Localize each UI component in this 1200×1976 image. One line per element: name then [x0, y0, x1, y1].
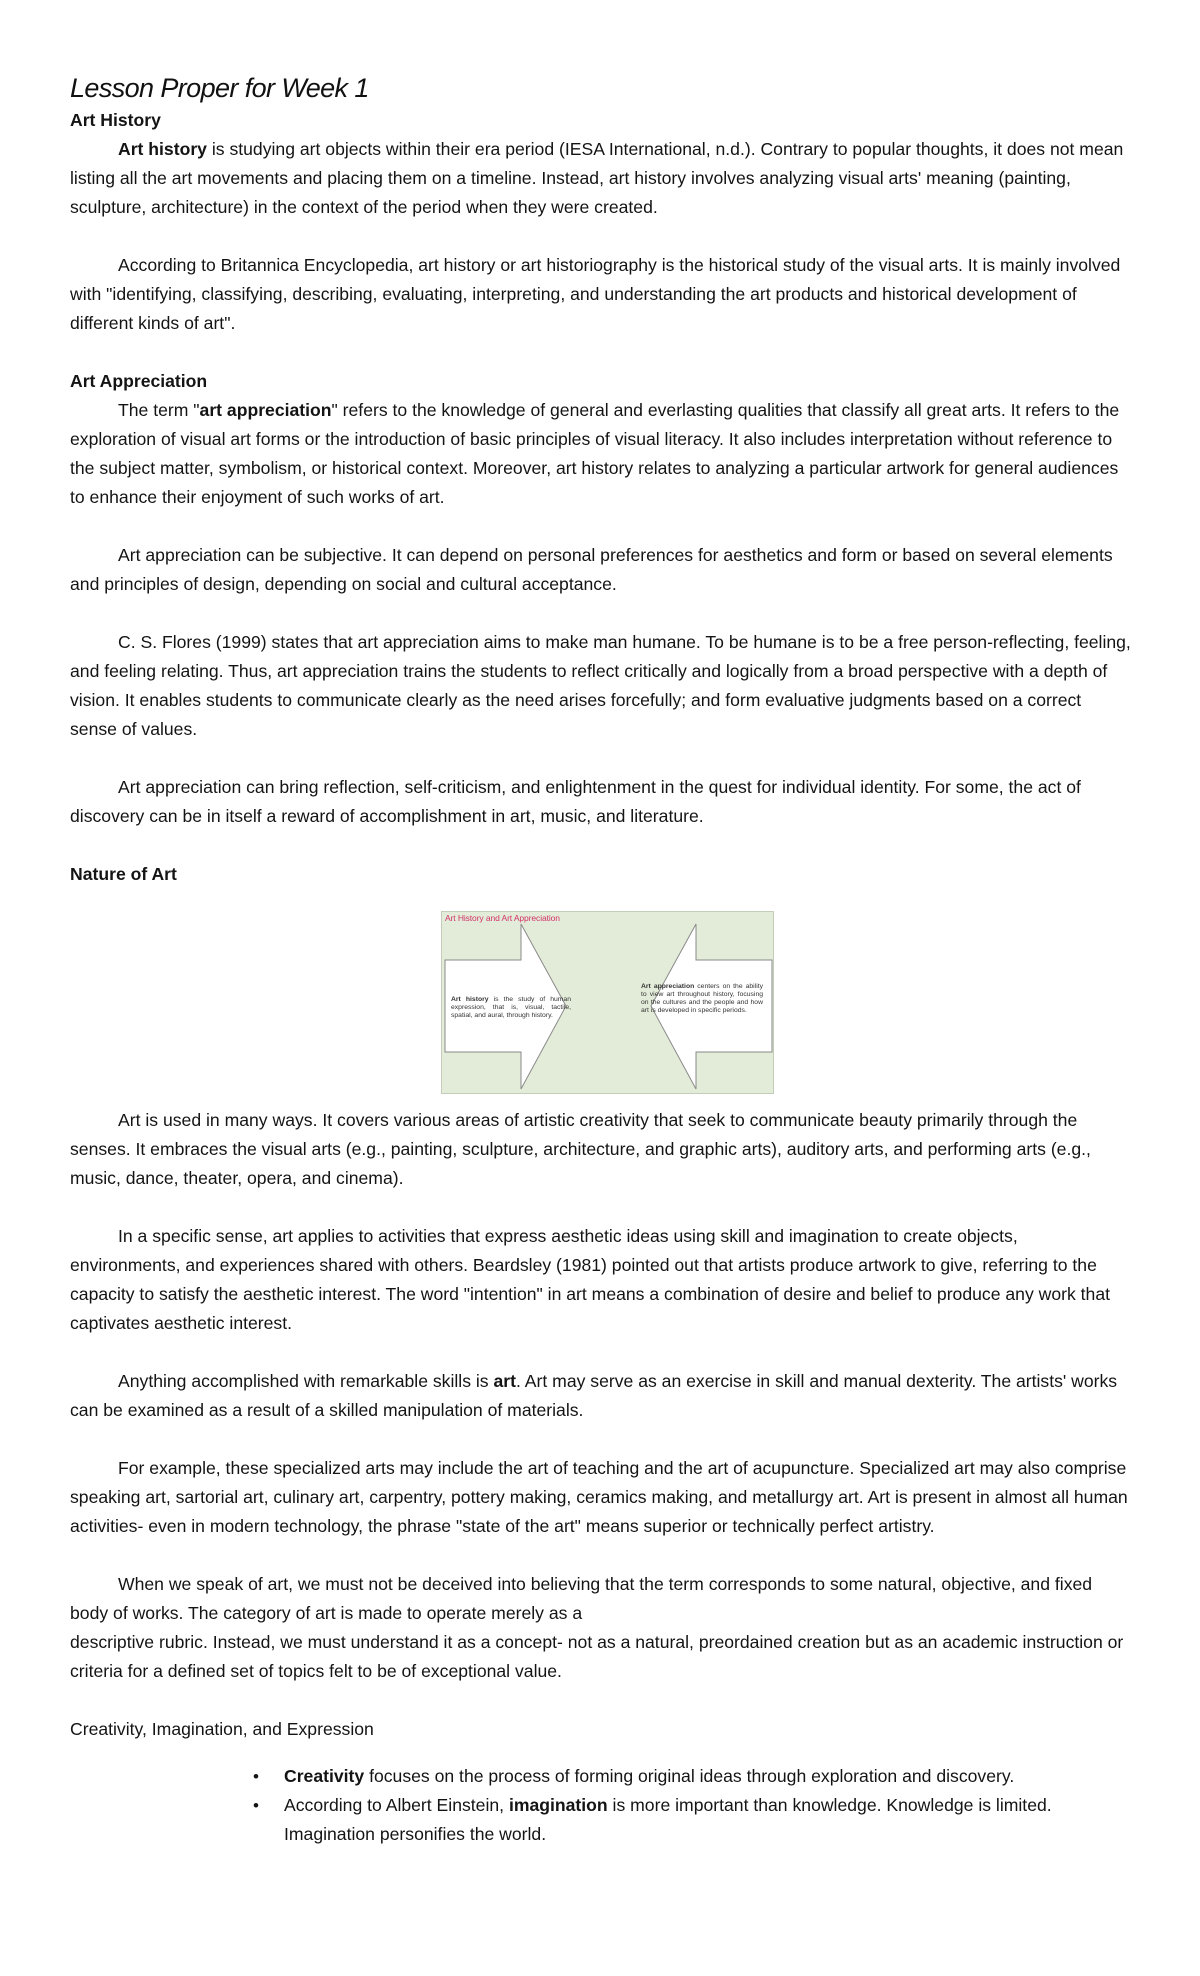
- bold-term: Creativity: [284, 1766, 365, 1786]
- figure-title: Art History and Art Appreciation: [445, 913, 560, 923]
- list-item: [70, 1762, 1132, 1791]
- paragraph-text: is studying art objects within their era period (IESA International, n.d.). Contrary to popular thoughts, it does not mean listing all the art movements and placing them on a timeline. Instead, art history involves analyzing visual arts' meaning (painting, sculpture, architecture) in the context of the period when they were created.: [70, 139, 1124, 217]
- paragraph: According to Britannica Encyclopedia, art history or art historiography is the historical study of the visual arts. It is mainly involved with "identifying, classifying, describing, evaluating, interpreting, and understanding the art products and historical development of different kinds of art".: [70, 255, 1121, 333]
- arrow-text-art-appreciation: [641, 983, 763, 1015]
- paragraph-text: . Art may serve as an exercise in skill and manual dexterity. The artists' works can be examined as a result of a skilled manipulation of materials.: [70, 1371, 1118, 1420]
- paragraph: In a specific sense, art applies to activities that express aesthetic ideas using skill and imagination to create objects, environments, and experiences shared with others. Beardsley (1981) pointed out that artists produce artwork to give, referring to the capacity to satisfy the aesthetic interest. The word "intention" in art means a combination of desire and belief to produce any work that captivates aesthetic interest.: [70, 1226, 1111, 1333]
- section-art-history: [70, 106, 1132, 338]
- paragraph: C. S. Flores (1999) states that art appreciation aims to make man humane. To be humane is to be a free person-reflecting, feeling, and feeling relating. Thus, art appreciation trains the students to reflect critically and logically from a broad perspective with a depth of vision. It enables students to communicate clearly as the need arises forcefully; and form evaluative judgments based on a correct sense of values.: [70, 632, 1131, 739]
- section-nature-of-art: [70, 860, 1132, 1686]
- bullet-list: [70, 1762, 1132, 1849]
- list-item-text: is more important than knowledge. Knowledge is limited. Imagination personifies the world.: [284, 1795, 1052, 1844]
- paragraph: descriptive rubric. Instead, we must understand it as a concept- not as a natural, preordained creation but as an academic instruction or criteria for a defined set of topics felt to be of exceptional value.: [70, 1632, 1124, 1681]
- bold-term: Art history: [118, 139, 207, 159]
- paragraph-text: Anything accomplished with remarkable skills is: [118, 1371, 494, 1391]
- paragraph: Art is used in many ways. It covers various areas of artistic creativity that seek to communicate beauty primarily through the senses. It embraces the visual arts (e.g., painting, sculpture, architecture, and graphic arts), auditory arts, and performing arts (e.g., music, dance, theater, opera, and cinema).: [70, 1110, 1091, 1188]
- paragraph-text: The term ": [118, 400, 200, 420]
- bold-term: Art appreciation: [641, 983, 695, 990]
- figure-container: [70, 911, 1132, 1106]
- paragraph: Art appreciation can bring reflection, self-criticism, and enlightenment in the quest for individual identity. For some, the act of discovery can be in itself a reward of accomplishment in art, music, and literature.: [70, 777, 1081, 826]
- arrow-text-art-history: [451, 996, 571, 1020]
- paragraph: For example, these specialized arts may include the art of teaching and the art of acupuncture. Specialized art may also comprise speaking art, sartorial art, culinary art, carpentry, pottery making, ceramics making, and metallurgy art. Art is present in almost all human activities- even in modern technology, the phrase "state of the art" means superior or technically perfect artistry.: [70, 1458, 1128, 1536]
- arrow-text-body: is the study of human expression, that is, visual, tactile, spatial, and aural, through history.: [451, 996, 571, 1019]
- paragraph: [70, 1367, 1132, 1425]
- bold-term: art appreciation: [199, 400, 332, 420]
- list-item-text: focuses on the process of forming original ideas through exploration and discovery.: [364, 1766, 1015, 1786]
- paragraph: [70, 396, 1132, 512]
- diagram-figure: [441, 911, 774, 1094]
- section-art-appreciation: [70, 367, 1132, 831]
- section-heading: Art History: [70, 110, 161, 130]
- arrow-text-body: centers on the ability to view art throughout history, focusing on the cultures and the people and how art is developed in specific periods.: [641, 983, 763, 1014]
- list-item-text: According to Albert Einstein,: [284, 1795, 509, 1815]
- section-heading: Nature of Art: [70, 864, 177, 884]
- bullet-icon: •: [253, 1767, 259, 1786]
- paragraph: When we speak of art, we must not be deceived into believing that the term corresponds to some natural, objective, and fixed body of works. The category of art is made to operate merely as a: [70, 1574, 1093, 1623]
- paragraph-text: " refers to the knowledge of general and everlasting qualities that classify all great arts. It refers to the exploration of visual art forms or the introduction of basic principles of visual literacy. It also includes interpretation without reference to the subject matter, symbolism, or historical context. Moreover, art history relates to analyzing a particular artwork for general audiences to enhance their enjoyment of such works of art.: [70, 400, 1120, 507]
- paragraph: Art appreciation can be subjective. It can depend on personal preferences for aesthetics and form or based on several elements and principles of design, depending on social and cultural acceptance.: [70, 545, 1113, 594]
- list-item: [70, 1791, 1132, 1849]
- bullet-icon: •: [253, 1796, 259, 1815]
- section-creativity: [70, 1715, 1132, 1849]
- bold-term: imagination: [508, 1795, 608, 1815]
- page-title: Lesson Proper for Week 1: [70, 73, 369, 103]
- section-heading: Creativity, Imagination, and Expression: [70, 1719, 374, 1739]
- bold-term: Art history: [451, 996, 489, 1003]
- paragraph: [70, 135, 1132, 222]
- section-heading: Art Appreciation: [70, 371, 208, 391]
- document-page: [70, 70, 1132, 1849]
- bold-term: art: [493, 1371, 516, 1391]
